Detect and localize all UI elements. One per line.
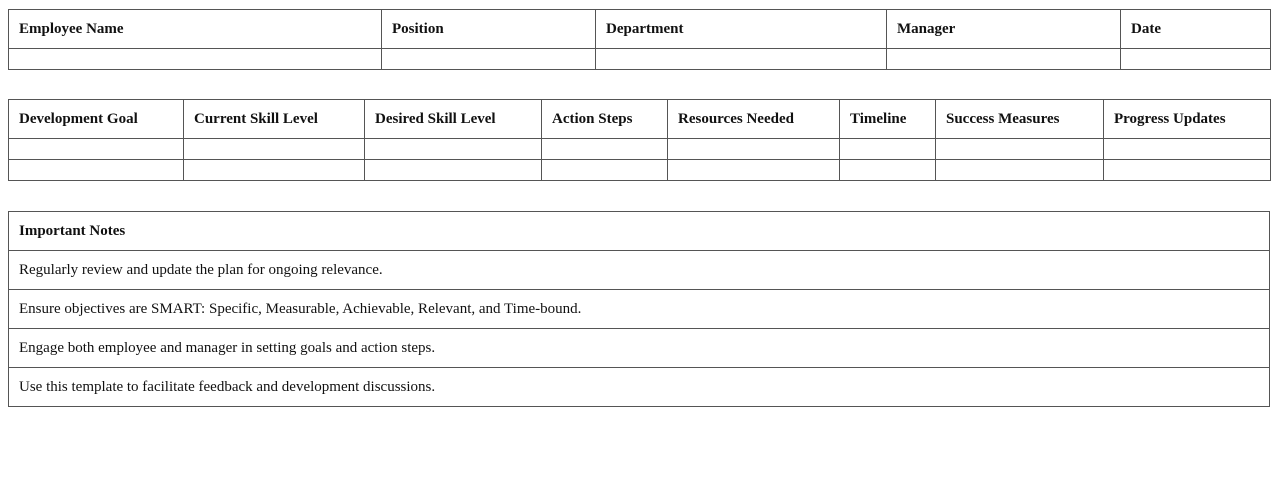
table-cell[interactable] <box>840 139 936 160</box>
note-row <box>9 251 1270 290</box>
employee-info-table <box>8 9 1271 70</box>
notes-title: Important Notes <box>9 212 1270 251</box>
manager-cell[interactable] <box>887 49 1121 70</box>
header-action-steps: Action Steps <box>542 100 668 139</box>
note-row <box>9 368 1270 407</box>
note-row <box>9 329 1270 368</box>
table-cell[interactable] <box>1104 139 1271 160</box>
note-row <box>9 290 1270 329</box>
table-cell[interactable] <box>184 139 365 160</box>
table-cell[interactable] <box>542 139 668 160</box>
header-position: Position <box>382 10 596 49</box>
note-item: Regularly review and update the plan for ongoing relevance. <box>9 251 1270 290</box>
department-cell[interactable] <box>596 49 887 70</box>
header-progress-updates: Progress Updates <box>1104 100 1271 139</box>
table-row <box>9 49 1271 70</box>
table-row <box>9 160 1271 181</box>
note-item: Ensure objectives are SMART: Specific, Measurable, Achievable, Relevant, and Time-bound. <box>9 290 1270 329</box>
header-current-skill-level: Current Skill Level <box>184 100 365 139</box>
header-department: Department <box>596 10 887 49</box>
header-resources-needed: Resources Needed <box>668 100 840 139</box>
position-cell[interactable] <box>382 49 596 70</box>
table-cell[interactable] <box>184 160 365 181</box>
note-item: Use this template to facilitate feedback and development discussions. <box>9 368 1270 407</box>
table-header-row <box>9 100 1271 139</box>
table-cell[interactable] <box>1104 160 1271 181</box>
table-header-row <box>9 10 1271 49</box>
header-development-goal: Development Goal <box>9 100 184 139</box>
table-cell[interactable] <box>936 160 1104 181</box>
table-header-row <box>9 212 1270 251</box>
employee-name-cell[interactable] <box>9 49 382 70</box>
table-cell[interactable] <box>936 139 1104 160</box>
table-cell[interactable] <box>365 139 542 160</box>
important-notes-table <box>8 211 1270 407</box>
table-cell[interactable] <box>840 160 936 181</box>
table-cell[interactable] <box>365 160 542 181</box>
table-cell[interactable] <box>668 160 840 181</box>
table-cell[interactable] <box>9 160 184 181</box>
development-goals-table <box>8 99 1271 181</box>
note-item: Engage both employee and manager in setting goals and action steps. <box>9 329 1270 368</box>
header-success-measures: Success Measures <box>936 100 1104 139</box>
table-row <box>9 139 1271 160</box>
header-desired-skill-level: Desired Skill Level <box>365 100 542 139</box>
date-cell[interactable] <box>1121 49 1271 70</box>
header-employee-name: Employee Name <box>9 10 382 49</box>
header-timeline: Timeline <box>840 100 936 139</box>
table-cell[interactable] <box>668 139 840 160</box>
table-cell[interactable] <box>542 160 668 181</box>
header-manager: Manager <box>887 10 1121 49</box>
table-cell[interactable] <box>9 139 184 160</box>
header-date: Date <box>1121 10 1271 49</box>
